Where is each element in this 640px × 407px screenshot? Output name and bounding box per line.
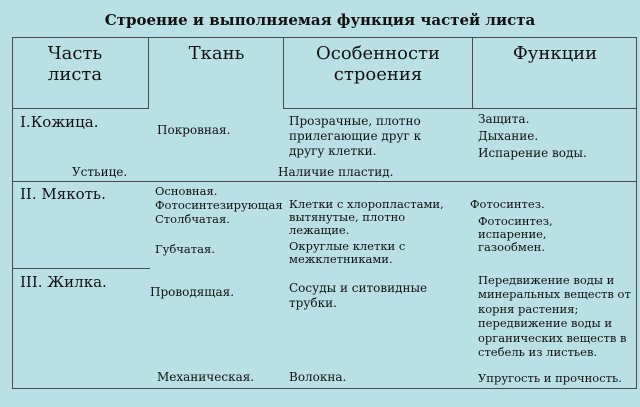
plastids-label: Наличие пластид.	[278, 165, 394, 179]
tissue-conductive: Проводящая.	[150, 285, 235, 299]
tissue-spongy: Губчатая.	[155, 242, 215, 256]
header-functions: Функции	[512, 43, 598, 64]
function-pulp-1: Фотосинтез.	[470, 197, 545, 211]
header-tissue: Ткань	[188, 43, 245, 64]
tissue-cover: Покровная.	[157, 123, 231, 137]
tissue-main: Основная.	[155, 184, 218, 198]
tissue-mechanical: Механическая.	[157, 370, 255, 384]
function-pulp-2: Фотосинтез, испарение, газообмен.	[478, 214, 553, 255]
structure-spongy: Округлые клетки с межклетниками.	[289, 239, 406, 267]
page-title: Строение и выполняемая функция частей листа	[104, 11, 536, 29]
tissue-palisade: Столбчатая.	[155, 212, 230, 226]
row-divider-2	[12, 268, 150, 269]
function-skin-1: Защита.	[478, 112, 530, 126]
col-divider-1	[148, 37, 149, 109]
tissue-photosynth: Фотосинтезирующая	[155, 198, 283, 212]
stoma-label: Устьице.	[72, 165, 128, 179]
structure-skin: Прозрачные, плотно прилегающие друг к другу клетки.	[289, 114, 422, 158]
function-vein-2: Упругость и прочность.	[478, 371, 622, 385]
structure-vessels: Сосуды и ситовидные трубки.	[289, 281, 428, 310]
header-row-divider	[12, 108, 149, 109]
row-divider-1	[12, 181, 637, 182]
part-skin: I.Кожица.	[20, 113, 99, 131]
structure-palisade: Клетки с хлоропластами, вытянутые, плотно лежащие.	[289, 197, 444, 238]
function-skin-2: Дыхание.	[478, 129, 539, 143]
col-divider-3	[472, 37, 473, 109]
header-structure: Особенности строения	[315, 43, 441, 85]
structure-fibers: Волокна.	[289, 370, 347, 384]
part-pulp: II. Мякоть.	[20, 185, 106, 203]
function-vein-1: Передвижение воды и минеральных веществ от корня растения; передвижение воды и органических веществ в стебель из листьев.	[478, 273, 631, 359]
function-skin-3: Испарение воды.	[478, 146, 587, 160]
header-part: Часть листа	[47, 43, 103, 85]
header-row-divider-right	[283, 108, 637, 109]
part-vein: III. Жилка.	[20, 273, 107, 291]
col-divider-2	[283, 37, 284, 109]
